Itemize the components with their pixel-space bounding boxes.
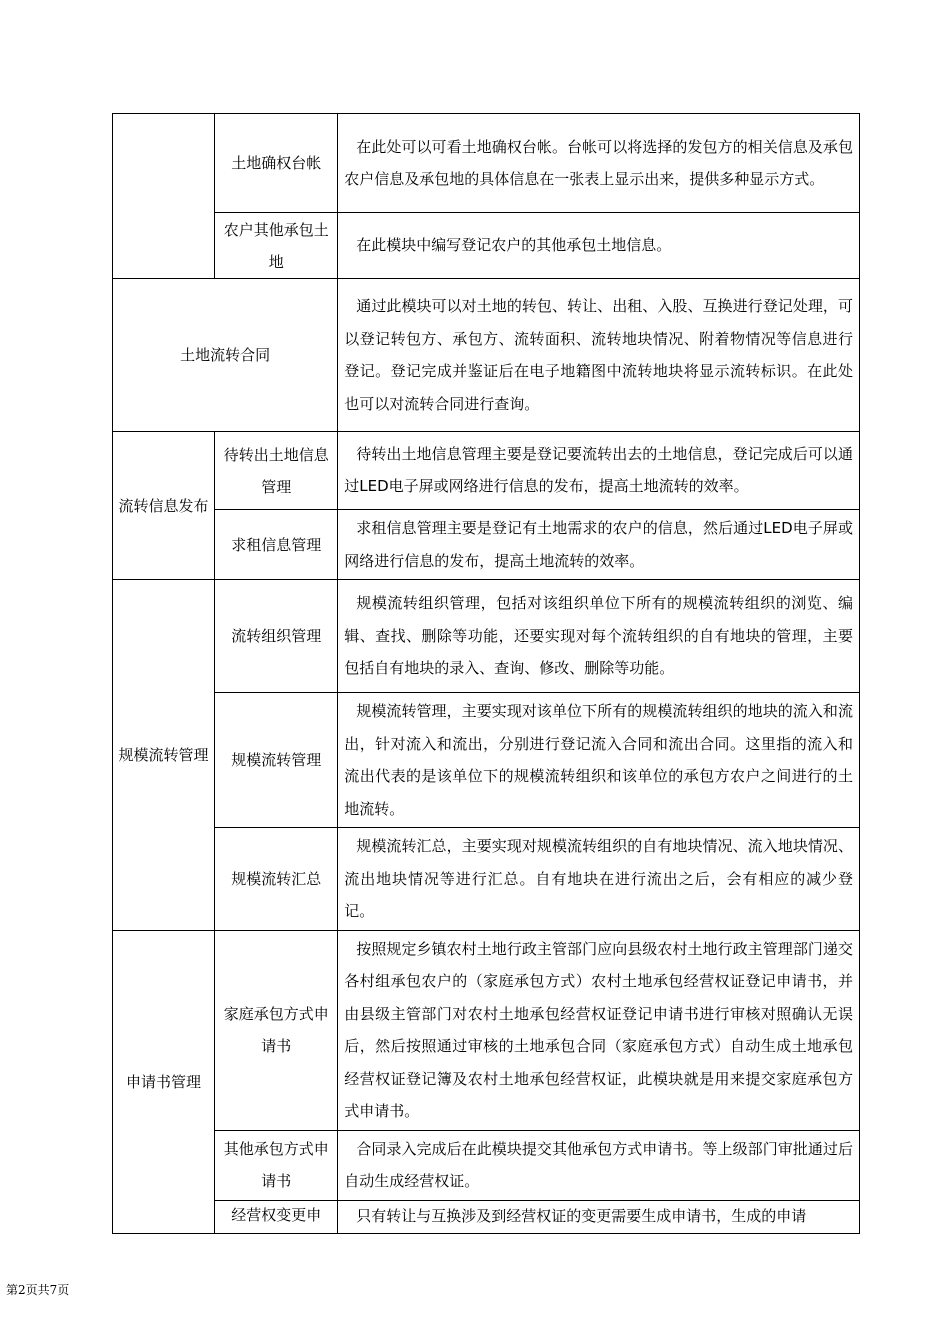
- table-row: [113, 279, 860, 432]
- category-cell: 规模流转管理: [113, 580, 215, 931]
- submodule-cell: 农户其他承包土地: [215, 213, 338, 279]
- module-description-table: [112, 113, 860, 1234]
- page-footer: 第2页共7页: [6, 1283, 70, 1297]
- description-cell: 求租信息管理主要是登记有土地需求的农户的信息，然后通过LED电子屏或网络进行信息的发布，提高土地流转的效率。: [338, 510, 860, 580]
- description-cell: 规模流转管理，主要实现对该单位下所有的规模流转组织的地块的流入和流出，针对流入和流出，分别进行登记流入合同和流出合同。这里指的流入和流出代表的是该单位下的规模流转组织和该单位的承包方农户之间进行的土地流转。: [338, 693, 860, 828]
- description-text: 待转出土地信息管理主要是登记要流转出去的土地信息，登记完成后可以通过LED电子屏或网络进行信息的发布，提高土地流转的效率。: [344, 444, 853, 495]
- table-row: [113, 114, 860, 213]
- description-cell: 在此模块中编写登记农户的其他承包土地信息。: [338, 213, 860, 279]
- description-cell: [338, 1200, 860, 1233]
- table-row: [113, 510, 860, 580]
- submodule-cell: 规模流转汇总: [215, 828, 338, 931]
- table-row: [113, 1130, 860, 1200]
- description-cell: 合同录入完成后在此模块提交其他承包方式申请书。等上级部门审批通过后自动生成经营权证。: [338, 1130, 860, 1200]
- description-cell: 规模流转汇总，主要实现对规模流转组织的自有地块情况、流入地块情况、流出地块情况等进行汇总。自有地块在进行流出之后，会有相应的减少登记。: [338, 828, 860, 931]
- description-cell: 通过此模块可以对土地的转包、转让、出租、入股、互换进行登记处理，可以登记转包方、承包方、流转面积、流转地块情况、附着物情况等信息进行登记。登记完成并鉴证后在电子地籍图中流转地块将显示流转标识。在此处也可以对流转合同进行查询。: [338, 279, 860, 432]
- submodule-text: 经营权变更申: [231, 1205, 322, 1224]
- description-text: 只有转让与互换涉及到经营权证的变更需要生成申请书，生成的申请: [356, 1206, 807, 1225]
- table-row: [113, 828, 860, 931]
- category-cell: [113, 114, 215, 279]
- submodule-cell: 流转组织管理: [215, 580, 338, 693]
- submodule-cell: [215, 1200, 338, 1233]
- submodule-cell: 规模流转管理: [215, 693, 338, 828]
- table-row: [113, 213, 860, 279]
- table-row: [113, 432, 860, 510]
- category-cell: 流转信息发布: [113, 432, 215, 580]
- table-row: [113, 693, 860, 828]
- description-cell: 按照规定乡镇农村土地行政主管部门应向县级农村土地行政主管理部门递交各村组承包农户的（家庭承包方式）农村土地承包经营权证登记申请书，并由县级主管部门对农村土地承包经营权证登记申请书进行审核对照确认无误后，然后按照通过审核的土地承包合同（家庭承包方式）自动生成土地承包经营权证登记簿及农村土地承包经营权证，此模块就是用来提交家庭承包方式申请书。: [338, 930, 860, 1130]
- table-row: [113, 930, 860, 1130]
- description-cell: [338, 432, 860, 510]
- category-cell: 土地流转合同: [113, 279, 338, 432]
- submodule-cell: 求租信息管理: [215, 510, 338, 580]
- submodule-cell: 土地确权台帐: [215, 114, 338, 213]
- description-cell: 在此处可以可看土地确权台帐。台帐可以将选择的发包方的相关信息及承包农户信息及承包地的具体信息在一张表上显示出来，提供多种显示方式。: [338, 114, 860, 213]
- category-cell: 申请书管理: [113, 930, 215, 1233]
- submodule-cell: 待转出土地信息管理: [215, 432, 338, 510]
- submodule-cell: 其他承包方式申请书: [215, 1130, 338, 1200]
- description-cell: 规模流转组织管理，包括对该组织单位下所有的规模流转组织的浏览、编辑、查找、删除等功能，还要实现对每个流转组织的自有地块的管理，主要包括自有地块的录入、查询、修改、删除等功能。: [338, 580, 860, 693]
- table-row: [113, 580, 860, 693]
- table-row: [113, 1200, 860, 1233]
- submodule-cell: 家庭承包方式申请书: [215, 930, 338, 1130]
